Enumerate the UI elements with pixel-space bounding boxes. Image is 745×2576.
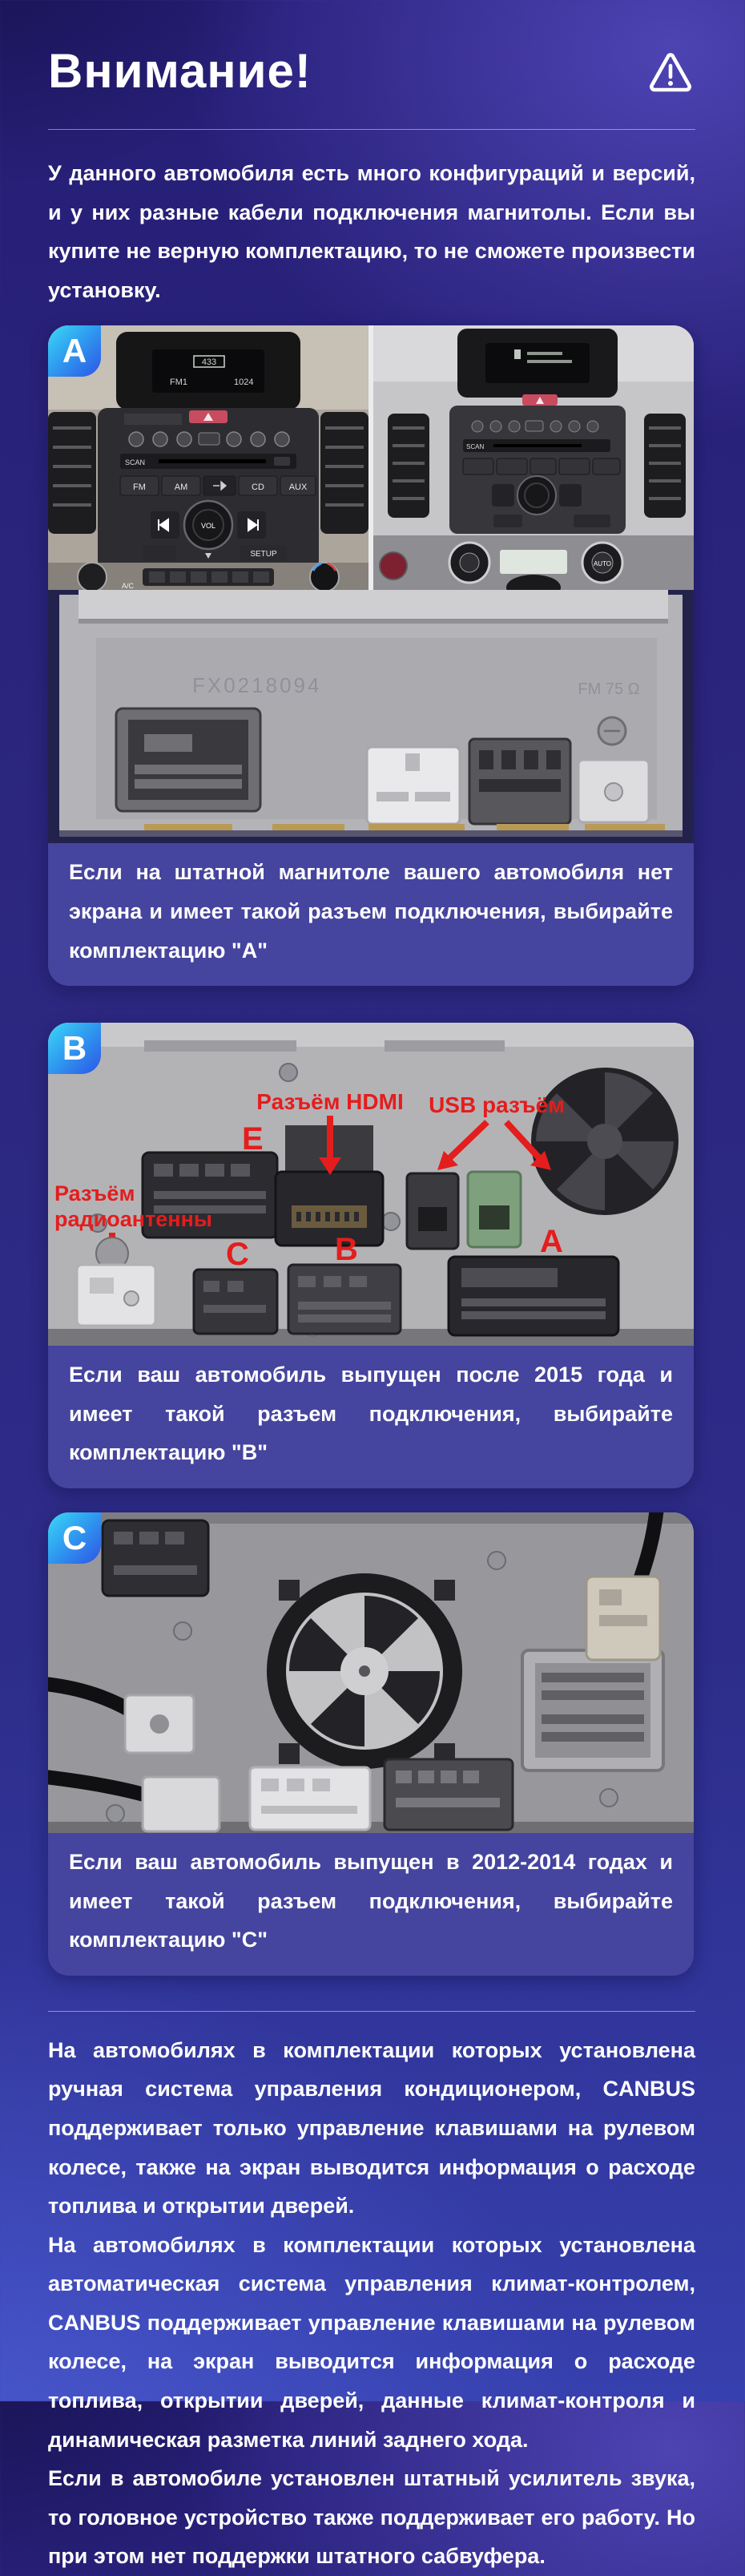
divider-bottom bbox=[48, 2011, 695, 2012]
dashboard-photos-row bbox=[48, 325, 694, 590]
cooling-fan bbox=[531, 1068, 679, 1215]
label-e: E bbox=[242, 1121, 264, 1157]
caption-c: Если ваш автомобиль выпущен в 2012-2014 годах и имеет такой разъем подключения, выбирайте комплектацию "C" bbox=[69, 1849, 673, 1952]
am-button-label: AM bbox=[174, 482, 188, 493]
auto-knob-label: AUTO bbox=[593, 560, 612, 568]
outro-paragraph-2: На автомобилях в комплектации которых установлена автоматическая система управления климат-контролем, CANBUS поддерживает управление клавишами на рулевом колесе, на экран выводится информация о расходе топлива, открытии дверей, данные климат-контроля и динамическая разметка линий заднего хода. bbox=[48, 2232, 695, 2452]
fm-button-label: FM bbox=[133, 482, 146, 493]
connector-bottom-white bbox=[250, 1767, 370, 1830]
intro-paragraph: У данного автомобиля есть много конфигураций и версий, и у них разные кабели подключения магнитолы. Если вы купите не верную комплектацию, то не сможете произвести установку. bbox=[48, 161, 695, 302]
etched-fm-text: FM 75 Ω bbox=[578, 680, 640, 699]
label-hdmi: Разъём HDMI bbox=[256, 1089, 404, 1115]
aux-button-label: AUX bbox=[288, 482, 308, 493]
radio-display-time: 1024 bbox=[234, 378, 254, 388]
outro-paragraph-3: Если в автомобиле установлен штатный усилитель звука, то головное устройство также поддерживает его работу. Но при этом нет поддержки штатного сабвуфера. bbox=[48, 2466, 695, 2569]
connector-b bbox=[288, 1265, 401, 1334]
cooling-fan-c bbox=[267, 1573, 462, 1769]
badge-b: B bbox=[48, 1023, 101, 1074]
label-a: A bbox=[540, 1224, 563, 1260]
config-card-c bbox=[48, 1512, 694, 1976]
label-antenna-line2: радиоантенны bbox=[54, 1207, 212, 1232]
config-card-a bbox=[48, 325, 694, 986]
scan-button-label-right: SCAN bbox=[466, 443, 485, 451]
caption-b: Если ваш автомобиль выпущен после 2015 года и имеет такой разъем подключения, выбирайте комплектацию "B" bbox=[69, 1363, 673, 1465]
label-usb: USB разъём bbox=[429, 1092, 565, 1118]
ac-label: A/C bbox=[122, 582, 135, 591]
connector-bottom-dark bbox=[385, 1759, 513, 1830]
cd-button-label: CD bbox=[252, 482, 264, 493]
volume-knob-label: VOL bbox=[200, 522, 216, 531]
radio-display-freq: 433 bbox=[201, 357, 217, 368]
setup-button-label: SETUP bbox=[250, 550, 277, 559]
antenna-connector-b bbox=[77, 1265, 155, 1326]
engine-start-button bbox=[380, 552, 407, 579]
connector-left-white-2 bbox=[143, 1777, 219, 1831]
badge-c: C bbox=[48, 1512, 101, 1564]
rear-unit-photo-a bbox=[48, 590, 694, 843]
scan-button-label: SCAN bbox=[125, 458, 146, 467]
config-card-b bbox=[48, 1023, 694, 1488]
radio-display-band: FM1 bbox=[170, 378, 187, 388]
outro-paragraph-1: На автомобилях в комплектации которых установлена ручная система управления кондиционером, CANBUS поддерживает только управление клавишами на рулевом колесе, также на экран выводится информация о расходе топлива и открытии дверей. bbox=[48, 2037, 695, 2219]
label-antenna-line1: Разъём bbox=[54, 1181, 135, 1206]
outro-text bbox=[48, 2031, 695, 2576]
header bbox=[0, 0, 745, 99]
label-c: C bbox=[226, 1237, 249, 1273]
page-title: Внимание! bbox=[48, 44, 312, 98]
caption-a: Если на штатной магнитоле вашего автомобиля нет экрана и имеет такой разъем подключения, выбирайте комплектацию "А" bbox=[69, 860, 673, 963]
warning-triangle-icon bbox=[647, 50, 694, 96]
rear-unit-photo-b bbox=[48, 1023, 694, 1346]
label-b: B bbox=[335, 1232, 358, 1268]
connector-c bbox=[194, 1270, 277, 1334]
etched-serial-text: FX0218094 bbox=[192, 673, 322, 698]
badge-a: A bbox=[48, 325, 101, 377]
dashboard-photo-right bbox=[373, 325, 694, 590]
divider-top bbox=[48, 129, 695, 130]
rear-unit-photo-c bbox=[48, 1512, 694, 1833]
